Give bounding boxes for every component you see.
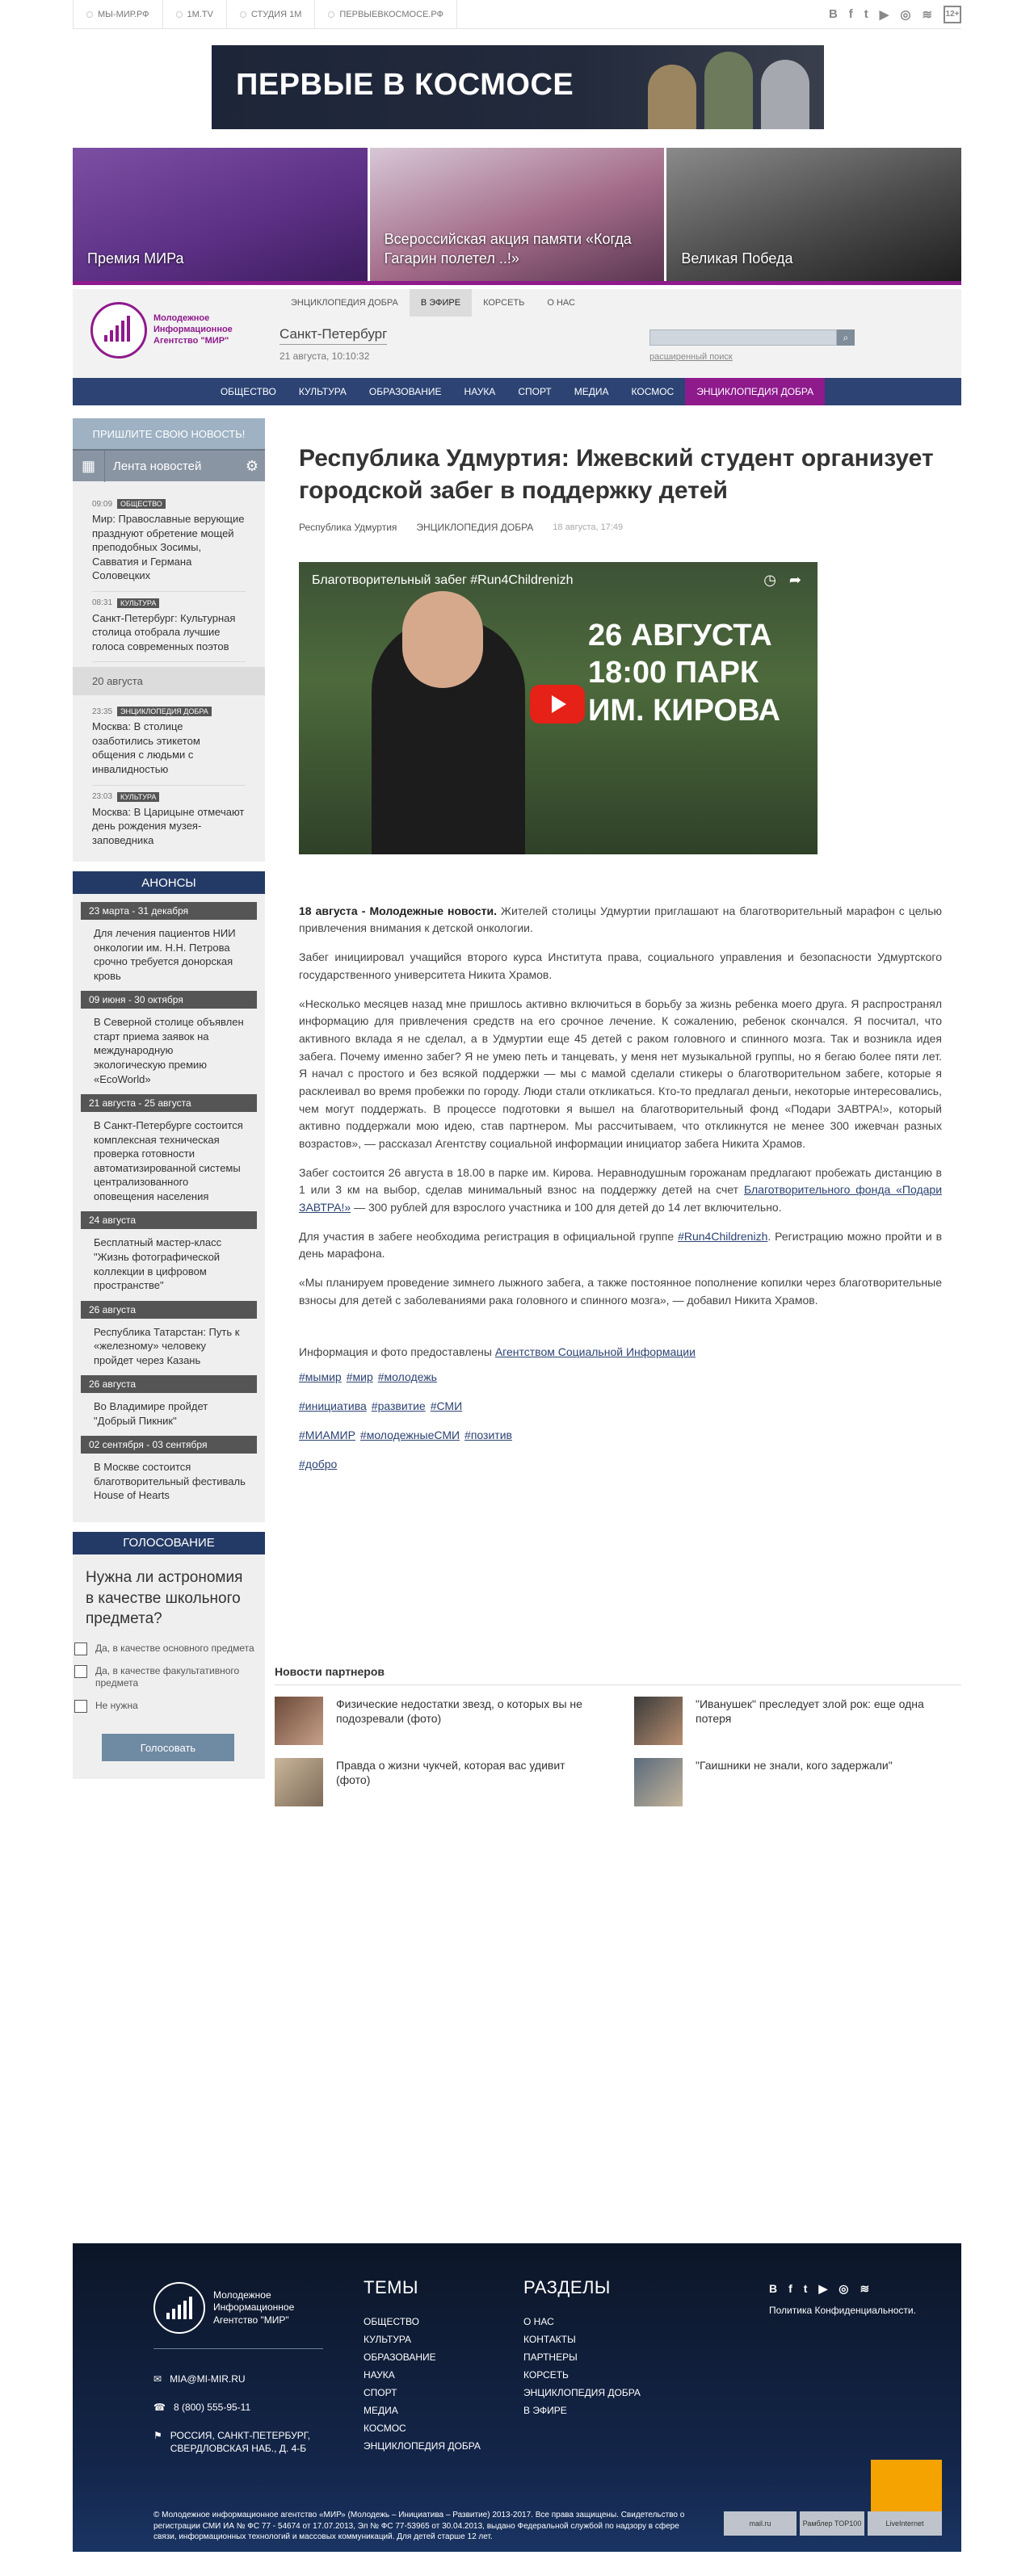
article-category[interactable]: ЭНЦИКЛОПЕДИЯ ДОБРА bbox=[416, 521, 534, 533]
header-nav-item[interactable]: О НАС bbox=[547, 298, 575, 308]
article-body bbox=[299, 903, 942, 1310]
vk-icon[interactable]: B bbox=[828, 7, 838, 21]
paragraph bbox=[299, 1164, 942, 1217]
video-title[interactable]: Благотворительный забег #Run4Childrenizh bbox=[312, 573, 574, 587]
clock-icon[interactable]: ◷ bbox=[763, 571, 776, 588]
instagram-icon[interactable]: ◎ bbox=[839, 2282, 849, 2295]
menu-item[interactable]: СПОРТ bbox=[518, 386, 552, 397]
menu-item[interactable]: ОБЩЕСТВО bbox=[220, 386, 276, 397]
footer-sections bbox=[523, 2277, 641, 2423]
tag-link[interactable]: #развитие bbox=[371, 1399, 426, 1412]
footer-link[interactable]: КОНТАКТЫ bbox=[523, 2334, 576, 2345]
feature-card[interactable] bbox=[666, 148, 961, 281]
news-title[interactable]: Москва: В столице озаботились этикетом общения с людьми с инвалидностью bbox=[92, 720, 200, 776]
tag-link[interactable]: #мымир bbox=[299, 1370, 342, 1383]
footer-link[interactable]: О НАС bbox=[523, 2316, 554, 2327]
announcement-date: 23 марта - 31 декабря bbox=[81, 902, 257, 920]
feature-caption[interactable]: Великая Победа bbox=[681, 250, 793, 266]
header-nav-item[interactable]: КОРСЕТЬ bbox=[483, 298, 525, 308]
header-nav-item[interactable]: ЭНЦИКЛОПЕДИЯ ДОБРА bbox=[291, 298, 398, 308]
mail-icon: ✉ bbox=[153, 2373, 162, 2385]
advanced-search-link[interactable]: расширенный поиск bbox=[649, 352, 733, 362]
poll bbox=[73, 1554, 265, 1779]
paragraph-text: . Регистрацию можно пройти и в день марафона. bbox=[299, 1229, 943, 1261]
news-time: 23:35 bbox=[92, 707, 113, 716]
top-link[interactable] bbox=[227, 0, 315, 28]
poll-checkbox[interactable] bbox=[74, 1700, 87, 1713]
youtube-icon[interactable]: ▶ bbox=[818, 2282, 828, 2295]
news-title[interactable]: Санкт-Петербург: Культурная столица отобрала лучшие голоса современных поэтов bbox=[92, 611, 236, 652]
paragraph-text: Для участия в забеге необходима регистрация в официальной группе bbox=[299, 1229, 675, 1243]
paragraph-text: Забег состоится 26 августа в 18.00 в парке им. Кирова. Неравнодушным горожанам предлагают пробежать дистанцию в 1 или 3 км на выбор, сделав минимальный взнос на поддержку детей на счет bbox=[299, 1165, 942, 1197]
news-tag[interactable]: КУЛЬТУРА bbox=[117, 792, 159, 802]
rss-icon[interactable]: ≋ bbox=[922, 7, 932, 22]
announcement-text[interactable]: В Санкт-Петербурге состоится комплексная техническая проверка готовности автоматизированной системы централизованного оповещения населения bbox=[94, 1119, 243, 1202]
footer-address: РОССИЯ, САНКТ-ПЕТЕРБУРГ, СВЕРДЛОВСКАЯ НАБ., Д. 4-Б bbox=[170, 2429, 311, 2455]
top-link-label[interactable]: МЫ-МИР.РФ bbox=[98, 9, 149, 19]
submit-news-button[interactable]: ПРИШЛИТЕ СВОЮ НОВОСТЬ! bbox=[73, 418, 265, 449]
article-lead: 18 августа - Молодежные новости. bbox=[299, 904, 497, 917]
partner-news-text[interactable]: Физические недостатки звезд, о которых вы не подозревали (фото) bbox=[336, 1697, 582, 1726]
twitter-icon[interactable]: t bbox=[803, 2282, 808, 2295]
circle-icon bbox=[176, 11, 183, 18]
announcements-list bbox=[73, 894, 265, 1522]
paragraph-text: — 300 рублей для взрослого участника и 100 для детей до 14 лет включительно. bbox=[354, 1201, 782, 1215]
footer-themes-title: ТЕМЫ bbox=[364, 2277, 418, 2297]
privacy-link[interactable]: Политика Конфиденциальности. bbox=[769, 2305, 916, 2316]
tag-link[interactable]: #позитив bbox=[464, 1428, 512, 1441]
announcement[interactable] bbox=[78, 902, 260, 983]
partner-thumbnail[interactable] bbox=[275, 1697, 323, 1745]
sidebar bbox=[73, 418, 265, 1779]
counter-badge[interactable]: LiveInternet bbox=[868, 2511, 942, 2536]
news-time: 23:03 bbox=[92, 792, 113, 802]
partner-thumbnail[interactable] bbox=[634, 1758, 683, 1806]
announcement-text[interactable]: Республика Татарстан: Путь к «железному» человеку пройдет через Казань bbox=[94, 1325, 240, 1366]
announcement-text[interactable]: Для лечения пациентов НИИ онкологии им. Н.Н. Петрова срочно требуется донорская кровь bbox=[94, 927, 236, 982]
tag-link[interactable]: #СМИ bbox=[430, 1399, 463, 1412]
article-date: 18 августа, 17:49 bbox=[553, 522, 624, 532]
play-button[interactable] bbox=[530, 685, 585, 724]
announcement-date: 21 августа - 25 августа bbox=[81, 1094, 257, 1112]
poll-option[interactable] bbox=[73, 1643, 265, 1665]
news-item[interactable] bbox=[92, 700, 246, 785]
circle-icon bbox=[86, 11, 93, 18]
menu-item[interactable]: МЕДИА bbox=[574, 386, 609, 397]
partner-thumbnail[interactable] bbox=[275, 1758, 323, 1806]
announcement-date: 26 августа bbox=[81, 1375, 257, 1393]
circle-icon bbox=[240, 11, 246, 18]
news-tag[interactable]: ЭНЦИКЛОПЕДИЯ ДОБРА bbox=[117, 707, 212, 716]
counter-badge[interactable]: mail.ru bbox=[724, 2511, 797, 2536]
poll-option-label: Да, в качестве основного предмета bbox=[95, 1642, 254, 1654]
video-face bbox=[402, 591, 483, 688]
announcements-header: АНОНСЫ bbox=[73, 871, 265, 894]
footer-sections-title: РАЗДЕЛЫ bbox=[523, 2277, 611, 2297]
footer-link[interactable]: ЭНЦИКЛОПЕДИЯ ДОБРА bbox=[523, 2387, 641, 2398]
top-link[interactable] bbox=[315, 0, 457, 28]
header-nav bbox=[280, 289, 586, 317]
news-item[interactable] bbox=[92, 592, 246, 663]
banner-figure bbox=[648, 65, 696, 129]
poll-option-label: Не нужна bbox=[95, 1700, 138, 1712]
poll-question: Нужна ли астрономия в качестве школьного предмета? bbox=[86, 1568, 243, 1628]
menu-item[interactable]: ЭНЦИКЛОПЕДИЯ ДОБРА bbox=[685, 378, 825, 405]
poll-checkbox[interactable] bbox=[74, 1665, 87, 1678]
footer-link[interactable]: ЭНЦИКЛОПЕДИЯ ДОБРА bbox=[364, 2440, 481, 2452]
partner-news-text[interactable]: "Иванушек" преследует злой рок: еще одна потеря bbox=[696, 1697, 924, 1726]
play-icon bbox=[552, 695, 566, 713]
footer-link[interactable]: КУЛЬТУРА bbox=[364, 2334, 412, 2345]
poll-checkbox[interactable] bbox=[74, 1643, 87, 1655]
announcement[interactable] bbox=[78, 1211, 260, 1292]
announcement[interactable] bbox=[78, 991, 260, 1086]
article-title: Республика Удмуртия: Ижевский студент организует городской забег в поддержку детей bbox=[299, 445, 934, 504]
share-icon[interactable]: ➦ bbox=[788, 571, 801, 588]
youtube-icon[interactable]: ▶ bbox=[879, 7, 889, 22]
menu-item[interactable]: ОБРАЗОВАНИЕ bbox=[368, 386, 442, 397]
announcement-date: 09 июня - 30 октября bbox=[81, 991, 257, 1009]
video-overlay-text: 26 АВГУСТА 18:00 ПАРК ИМ. КИРОВА bbox=[588, 618, 780, 728]
footer-email[interactable]: MIA@MI-MIR.RU bbox=[170, 2373, 246, 2385]
poll-option-label: Да, в качестве факультативного предмета bbox=[95, 1664, 240, 1689]
news-tag[interactable]: КУЛЬТУРА bbox=[117, 598, 159, 608]
vk-icon[interactable]: B bbox=[769, 2282, 778, 2295]
menu-item[interactable]: КУЛЬТУРА bbox=[298, 386, 347, 397]
tag-link[interactable]: #МИАМИР bbox=[299, 1428, 355, 1441]
logo-icon bbox=[90, 302, 147, 359]
divider bbox=[153, 2348, 323, 2349]
announcement[interactable] bbox=[78, 1375, 260, 1428]
promo-banner[interactable] bbox=[212, 45, 824, 129]
tag-link[interactable]: #мир bbox=[346, 1370, 373, 1383]
city-selector[interactable]: Санкт-Петербург bbox=[280, 326, 387, 345]
feature-caption[interactable]: Премия МИРа bbox=[87, 250, 184, 266]
announcement-date: 02 сентября - 03 сентября bbox=[81, 1436, 257, 1454]
partner-news-item[interactable] bbox=[275, 1697, 602, 1745]
calendar-icon: ▦ bbox=[73, 450, 105, 482]
site-header bbox=[73, 289, 961, 378]
partner-news-title: Новости партнеров bbox=[275, 1665, 961, 1685]
top-link[interactable] bbox=[73, 0, 163, 28]
top-links bbox=[73, 0, 457, 28]
poll-option[interactable] bbox=[73, 1665, 265, 1700]
footer-link[interactable]: КОСМОС bbox=[364, 2423, 406, 2434]
search-icon[interactable]: ⌕ bbox=[837, 329, 855, 346]
partner-news bbox=[275, 1665, 961, 1806]
site-logo[interactable] bbox=[90, 302, 250, 359]
footer-link[interactable]: МЕДИА bbox=[364, 2405, 398, 2416]
news-tag[interactable]: ОБЩЕСТВО bbox=[117, 499, 166, 509]
paragraph bbox=[299, 1228, 942, 1263]
menu-item[interactable]: КОСМОС bbox=[631, 386, 675, 397]
banner-text: ПЕРВЫЕ В КОСМОСЕ bbox=[236, 68, 574, 102]
facebook-icon[interactable]: f bbox=[788, 2282, 792, 2295]
news-item[interactable] bbox=[92, 786, 246, 856]
footer-link[interactable]: ОБРАЗОВАНИЕ bbox=[364, 2352, 436, 2363]
poll-header: ГОЛОСОВАНИЕ bbox=[73, 1532, 265, 1554]
news-title[interactable]: Москва: В Царицыне отмечают день рождения музея-заповедника bbox=[92, 805, 245, 846]
banner-figure bbox=[761, 60, 809, 129]
featured-stories bbox=[73, 148, 961, 285]
article-meta bbox=[299, 522, 942, 533]
day-header: 20 августа bbox=[73, 667, 265, 695]
circle-icon bbox=[328, 11, 334, 18]
top-bar bbox=[73, 0, 961, 29]
announcement[interactable] bbox=[78, 1436, 260, 1503]
partner-thumbnail[interactable] bbox=[634, 1697, 683, 1745]
top-link-label[interactable]: СТУДИЯ 1М bbox=[250, 9, 302, 19]
fund-link[interactable]: Благотворительного фонда «Подари ЗАВТРА!» bbox=[299, 1183, 943, 1215]
article bbox=[299, 443, 942, 1487]
footer-contacts bbox=[153, 2373, 332, 2470]
news-time: 08:31 bbox=[92, 598, 113, 608]
poll-option[interactable] bbox=[73, 1700, 265, 1722]
paragraph: «Мы планируем проведение зимнего лыжного забега, а также постоянное пополнение копилки через благотворительные взносы для детей с заболеваниями рака головного и спинного мозга», — добавил Никита Храмов. bbox=[299, 1276, 942, 1307]
partner-news-item[interactable] bbox=[275, 1758, 602, 1806]
counter-badge[interactable]: Рамблер TOP100 bbox=[800, 2511, 864, 2536]
twitter-icon[interactable]: t bbox=[864, 7, 868, 21]
partner-news-item[interactable] bbox=[634, 1697, 961, 1745]
logo-icon bbox=[153, 2282, 205, 2334]
search-box bbox=[649, 329, 855, 346]
site-footer bbox=[73, 2243, 961, 2552]
paragraph: Забег инициировал учащийся второго курса Института права, социального управления и безопасности Удмуртского государственного университета Никита Храмов. bbox=[299, 950, 942, 981]
footer-link[interactable]: ОБЩЕСТВО bbox=[364, 2316, 419, 2327]
footer-link[interactable]: В ЭФИРЕ bbox=[523, 2405, 567, 2416]
main-menu bbox=[73, 378, 961, 405]
gear-icon[interactable]: ⚙ bbox=[245, 457, 259, 474]
facebook-icon[interactable]: f bbox=[848, 7, 853, 21]
menu-item[interactable]: НАУКА bbox=[464, 386, 496, 397]
tag-link[interactable]: #молодежь bbox=[377, 1370, 437, 1383]
announcement-text[interactable]: В Москве состоится благотворительный фестиваль House of Hearts bbox=[94, 1461, 246, 1502]
announcement[interactable] bbox=[78, 1094, 260, 1203]
paragraph bbox=[299, 903, 942, 938]
source-link[interactable]: Агентством Социальной Информации bbox=[494, 1345, 696, 1358]
video-player[interactable] bbox=[299, 562, 818, 854]
paragraph: «Несколько месяцев назад мне пришлось активно включиться в борьбу за жизнь ребенка моего друга. Я распространял информацию для привлечения средств на его срочное лечение. К сожалению, ребенок скончался. Я посчитал, что активного вклада я не сделал, а в Удмуртии еще 45 детей с раком головного и спинного мозга. Так и возникла идея забега. Почему именно забег? Я не умею петь и танцевать, у меня нет музыкальной группы, но я бегаю более пяти лет. Я начал с простого и без всякой поддержки — мы с мамой сделали стикеры о благотворительном забеге, которые я расклеивал во время пробежки по городу. Люди стали откликаться. Кто-то предлагал деньги, некоторые интересовались, чем могут поддержать. В процессе подготовки я вышел на благотворительный фонд «Подари ЗАВТРА!», который активно поддержали мою идею, став партнером. Мы рассчитываем, что откликнутся не менее 300 ижевчан разных возрастов», — рассказал Агентству социальной информации инициатор забега Никита Храмов. bbox=[299, 996, 942, 1151]
top-link[interactable] bbox=[163, 0, 227, 28]
announcement-text[interactable]: Бесплатный мастер-класс "Жизнь фотографической коллекции в цифровом пространстве" bbox=[94, 1236, 222, 1292]
article-tags bbox=[299, 1371, 942, 1470]
footer-social bbox=[769, 2282, 869, 2296]
news-feed-title: Лента новостей bbox=[113, 459, 202, 473]
partner-news-text[interactable]: Правда о жизни чукчей, которая вас удивит (фото) bbox=[336, 1759, 565, 1787]
vote-button[interactable]: Голосовать bbox=[102, 1734, 234, 1761]
news-feed bbox=[73, 481, 265, 862]
footer-phone[interactable]: 8 (800) 555-95-11 bbox=[173, 2401, 251, 2413]
header-nav-item[interactable]: В ЭФИРЕ bbox=[410, 289, 472, 317]
footer-link[interactable]: ПАРТНЕРЫ bbox=[523, 2352, 578, 2363]
partner-news-text[interactable]: "Гаишники не знали, кого задержали" bbox=[696, 1759, 893, 1772]
rss-icon[interactable]: ≋ bbox=[860, 2282, 870, 2295]
banner-figure bbox=[704, 52, 753, 129]
tag-link[interactable]: #добро bbox=[299, 1457, 338, 1471]
social-links bbox=[829, 6, 961, 23]
top-link-label[interactable]: ПЕРВЫЕВКОСМОСЕ.РФ bbox=[339, 9, 443, 19]
flag-icon: ⚑ bbox=[153, 2429, 162, 2441]
partner-news-item[interactable] bbox=[634, 1758, 961, 1806]
search-input[interactable] bbox=[649, 329, 837, 346]
announcement-date: 24 августа bbox=[81, 1211, 257, 1229]
article-region[interactable]: Республика Удмуртия bbox=[299, 521, 397, 533]
footer-logo-name: Молодежное Информационное Агентство "МИР" bbox=[213, 2289, 295, 2326]
instagram-icon[interactable]: ◎ bbox=[900, 7, 911, 22]
feature-caption[interactable]: Всероссийская акция памяти «Когда Гагарин полетел ..!» bbox=[384, 231, 632, 266]
current-datetime: 21 августа, 10:10:32 bbox=[280, 350, 370, 362]
news-item[interactable] bbox=[92, 493, 246, 592]
group-link[interactable]: #Run4Childrenizh bbox=[678, 1229, 768, 1243]
feature-card[interactable] bbox=[73, 148, 368, 281]
copyright-text: © Молодежное информационное агентство «МИР» (Молодежь – Инициатива – Развитие) 2013-2017. Все права защищены. Свидетельство о регистрации СМИ ИА № ФС 77 - 54674 от 17.07.2013, Эл № ФС 77-53965 от 30.04.2013, выдано Федеральной службой по надзору в сфере связи, информационных технологий и массовых коммуникаций. Для детей старше 12 лет. bbox=[153, 2511, 685, 2541]
footer-link[interactable]: СПОРТ bbox=[364, 2387, 397, 2398]
news-feed-header bbox=[73, 449, 265, 481]
news-time: 09:09 bbox=[92, 499, 113, 509]
feature-card[interactable] bbox=[370, 148, 665, 281]
phone-icon: ☎ bbox=[153, 2401, 166, 2413]
announcement-text[interactable]: Во Владимире пройдет "Добрый Пикник" bbox=[94, 1400, 208, 1427]
age-rating: 12+ bbox=[944, 6, 961, 23]
news-title[interactable]: Мир: Православные верующие празднуют обретение мощей преподобных Зосимы, Савватия и Германа Соловецких bbox=[92, 513, 245, 582]
announcement[interactable] bbox=[78, 1301, 260, 1368]
top-link-label[interactable]: 1M.TV bbox=[187, 9, 213, 19]
article-source bbox=[299, 1345, 942, 1358]
announcement-date: 26 августа bbox=[81, 1301, 257, 1319]
footer-link[interactable]: КОРСЕТЬ bbox=[523, 2369, 569, 2381]
tag-link[interactable]: #инициатива bbox=[299, 1399, 367, 1412]
footer-link[interactable]: НАУКА bbox=[364, 2369, 395, 2381]
footer-themes bbox=[364, 2277, 481, 2458]
footer-logo[interactable] bbox=[153, 2282, 302, 2334]
paragraph-text: Жителей столицы Удмуртии приглашают на благотворительный марафон с целью привлечения внимания к детской онкологии. bbox=[299, 904, 942, 935]
tag-link[interactable]: #молодежныеСМИ bbox=[359, 1428, 460, 1441]
announcement-text[interactable]: В Северной столице объявлен старт приема заявок на международную экологическую премию «EcoWorld» bbox=[94, 1016, 244, 1085]
source-text: Информация и фото предоставлены bbox=[299, 1345, 492, 1358]
logo-name: Молодежное Информационное Агентство "МИР" bbox=[153, 313, 233, 346]
